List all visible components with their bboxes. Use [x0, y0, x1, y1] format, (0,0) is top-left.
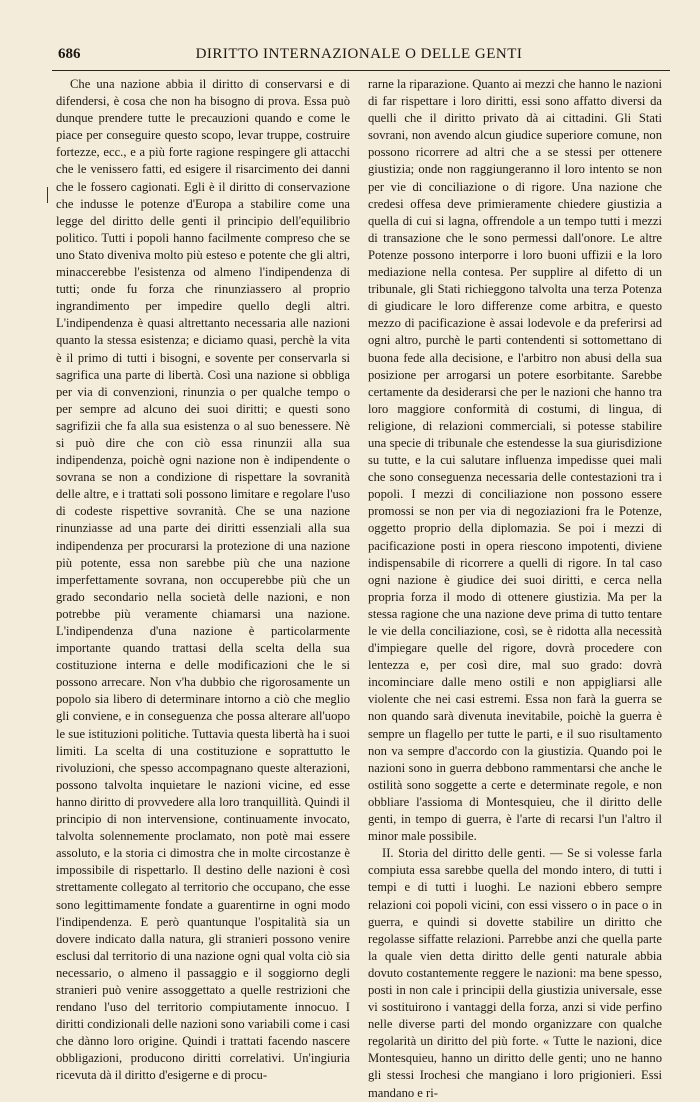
header-rule — [52, 70, 670, 71]
left-column — [56, 76, 350, 1083]
running-title: DIRITTO INTERNAZIONALE O DELLE GENTI — [195, 46, 523, 62]
page-number: 686 — [58, 46, 81, 62]
running-header — [54, 46, 664, 66]
right-column — [368, 76, 662, 1100]
margin-mark — [47, 187, 50, 203]
right-paragraph-1: rarne la riparazione. Quanto ai mezzi che hanno le nazioni di far rispettare i loro diritti, essi sono affatto diversi da quelli che il diritto privato dà ai cittadini. Gli Stati sovrani, non avendo alcun giudice superiore comune, non possono ricorrere ad altri che a se stessi per ottenere giustizia; onde non raggiungeranno il loro intento se non per vie di conciliazione o di rigore. Una nazione che credesi offesa deve primieramente chiedere giustizia a quella di cui si lagna, offrendole a un tempo tutti i mezzi di transazione che le sono permessi dall'onore. Le altre Potenze possono interporre i loro buoni uffizii e la loro mediazione nella contesa. Per supplire al difetto di un tribunale, gli Stati richieggono talvolta una terza Potenza di giudicare le loro differenze come arbitra, e questo mezzo di pacificazione è assai lodevole e da preferirsi ad ogni altro, purchè le parti contendenti si sottomettano di buona fede alla decisione, e l'arbitro non abusi della sua posizione per arrogarsi un potere esorbitante. Sarebbe certamente da desiderarsi che per le nazioni che hanno tra loro maggiore conformità di costumi, di lingua, di religione, di relazioni commerciali, si potesse stabilire una specie di tribunale che estendesse la sua giurisdizione su tutte, e la cui salutare influenza impedisse quei mali che sono conseguenza necessaria delle contestazioni tra i popoli. I mezzi di conciliazione non possono essere promossi se non per via di negoziazioni fra le Potenze, oggetto proprio della diplomazia. Se poi i mezzi di pacificazione posti in opera riescono impotenti, diviene indispensabile di ricorrere a quelli di rigore. In tal caso ogni nazione è giudice dei suoi diritti, e cerca nella propria forza il modo di ottenere giustizia. Ma per la stessa ragione che una nazione deve prima di tutto tentare le vie della conciliazione, così, se è ridotta alla necessità d'impiegare quelle del rigore, dovrà procedere con lentezza e, per così dire, mal suo grado: dovrà incominciare dalle meno ostili e non appigliarsi alle violente che nei casi estremi. Essa non farà la guerra se non quando sarà divenuta inevitabile, poichè la guerra è sempre un flagello per tutte le parti, e il suo risultamento non va sempre d'accordo con la giustizia. Quando poi le nazioni sono in guerra debbono rammentarsi che anche le ostilità sono soggette a certe e determinate regole, e non obbliare l'assioma di Montesquieu, che il diritto delle genti, in tempo di guerra, è l'arte di recarsi l'un l'altro il minor male possibile. — [368, 77, 662, 844]
left-paragraph-1: Che una nazione abbia il diritto di conservarsi e di difendersi, è cosa che non ha bisogno di prova. Essa può dunque prendere tutte le precauzioni quando e come le piace per conseguire questo scopo, levar truppe, costruire fortezze, ecc., e a più forte ragione respingere gli attacchi che le venissero fatti, ed esigere il risarcimento dei danni che le fossero cagionati. Egli è il diritto di conservazione che indusse le potenze d'Europa a stabilire come una legge del diritto delle genti il principio dell'equilibrio politico. Tutti i popoli hanno facilmente compreso che se uno Stato diveniva molto più esteso e potente che gli altri, minaccerebbe l'esistenza od almeno l'indipendenza di tutti; onde fu forza che rinunziassero al proprio ingrandimento per impedire quello degli altri. L'indipendenza è quasi altrettanto necessaria alle nazioni quanto la stessa esistenza; e diciamo quasi, perchè la vita è il primo di tutti i bisogni, e sovente per conservarla si sagrifica una parte di libertà. Così una nazione si obbliga per via di convenzioni, rinunzia o per qualche tempo o per sempre ad alcuno dei suoi diritti; e questi sono sagrifizii che fa alla sua esistenza o al suo benessere. Nè si può dire che con ciò essa rinunzii alla sua indipendenza, poichè ogni nazione non è indipendente o sovrana se non a condizione di rispettare la sovranità delle altre, e i trattati soli possono limitare e regolare l'uso di codeste rispettive sovranità. Che se una nazione rinunziasse ad una parte dei diritti essenziali alla sua indipendenza per procurarsi la protezione di una nazione più potente, essa non sarebbe più che una nazione imperfettamente sovrana, non occuperebbe più che un grado secondario nella società delle nazioni, e non potrebbe più veramente chiamarsi una nazione. L'indipendenza d'una nazione è particolarmente importante quando trattasi della scelta della sua costituzione interna e delle modificazioni che le si possono arrecare. Non v'ha dubbio che rigorosamente un popolo sia libero di determinare intorno a ciò che meglio gli conviene, e in conseguenza che possa alterare all'uopo le sue istituzioni politiche. Tuttavia questa libertà ha i suoi limiti. La scelta di una costituzione e soprattutto le rivoluzioni, che spesso accompagnano queste alterazioni, possono talvolta inquietare le nazioni vicine, ed esse hanno diritto di provvedere alla loro tranquillità. Quindi il principio di non intervensione, continuamente invocato, talvolta solennemente proclamato, non potè mai essere assoluto, e la storia ci dimostra che in molte circostanze è impossibile di rispettarlo. Il destino delle nazioni è così strettamente collegato al territorio che occupano, che esse sono legittimamente fondate a guarentirne in ogni modo l'indipendenza. E però quantunque l'ospitalità sia un dovere indicato dalla natura, gli stranieri possono venire esclusi dal territorio di una nazione ogni qual volta ciò sia necessario, o almeno il passaggio e il soggiorno degli stranieri può venire assoggettato a quelle restrizioni che rendano l'uso del territorio compiutamente innocuo. I diritti condizionali delle nazioni sono variabili come i casi che dànno loro origine. Quindi i trattati facendo nascere obbligazioni, producono diritti correlativi. Un'ingiuria ricevuta dà il diritto d'esigerne e di procu- — [56, 77, 350, 1083]
right-paragraph-2: II. Storia del diritto delle genti. — Se si volesse farla compiuta essa sarebbe quella del mondo intero, di tutti i tempi e di tutti i luoghi. Le nazioni ebbero sempre relazioni coi popoli vicini, con essi vissero o in pace o in guerra, e quindi si dovette stabilire un diritto che regolasse siffatte relazioni. Parrebbe anzi che quella parte la quale vien detta diritto delle genti naturale abbia dovuto costantemente reggere le nazioni: ma bene spesso, posti in non cale i principii della giustizia universale, esse vi sostituirono i vantaggi della forza, anzi si vide perfino nelle diverse parti del mondo organizzare con qualche regolarità un diritto del più forte. « Tutte le nazioni, dice Montesquieu, hanno un diritto delle genti; uno ne hanno gli stessi Irochesi che mangiano i loro prigionieri. Essi mandano e ri- — [368, 846, 662, 1100]
